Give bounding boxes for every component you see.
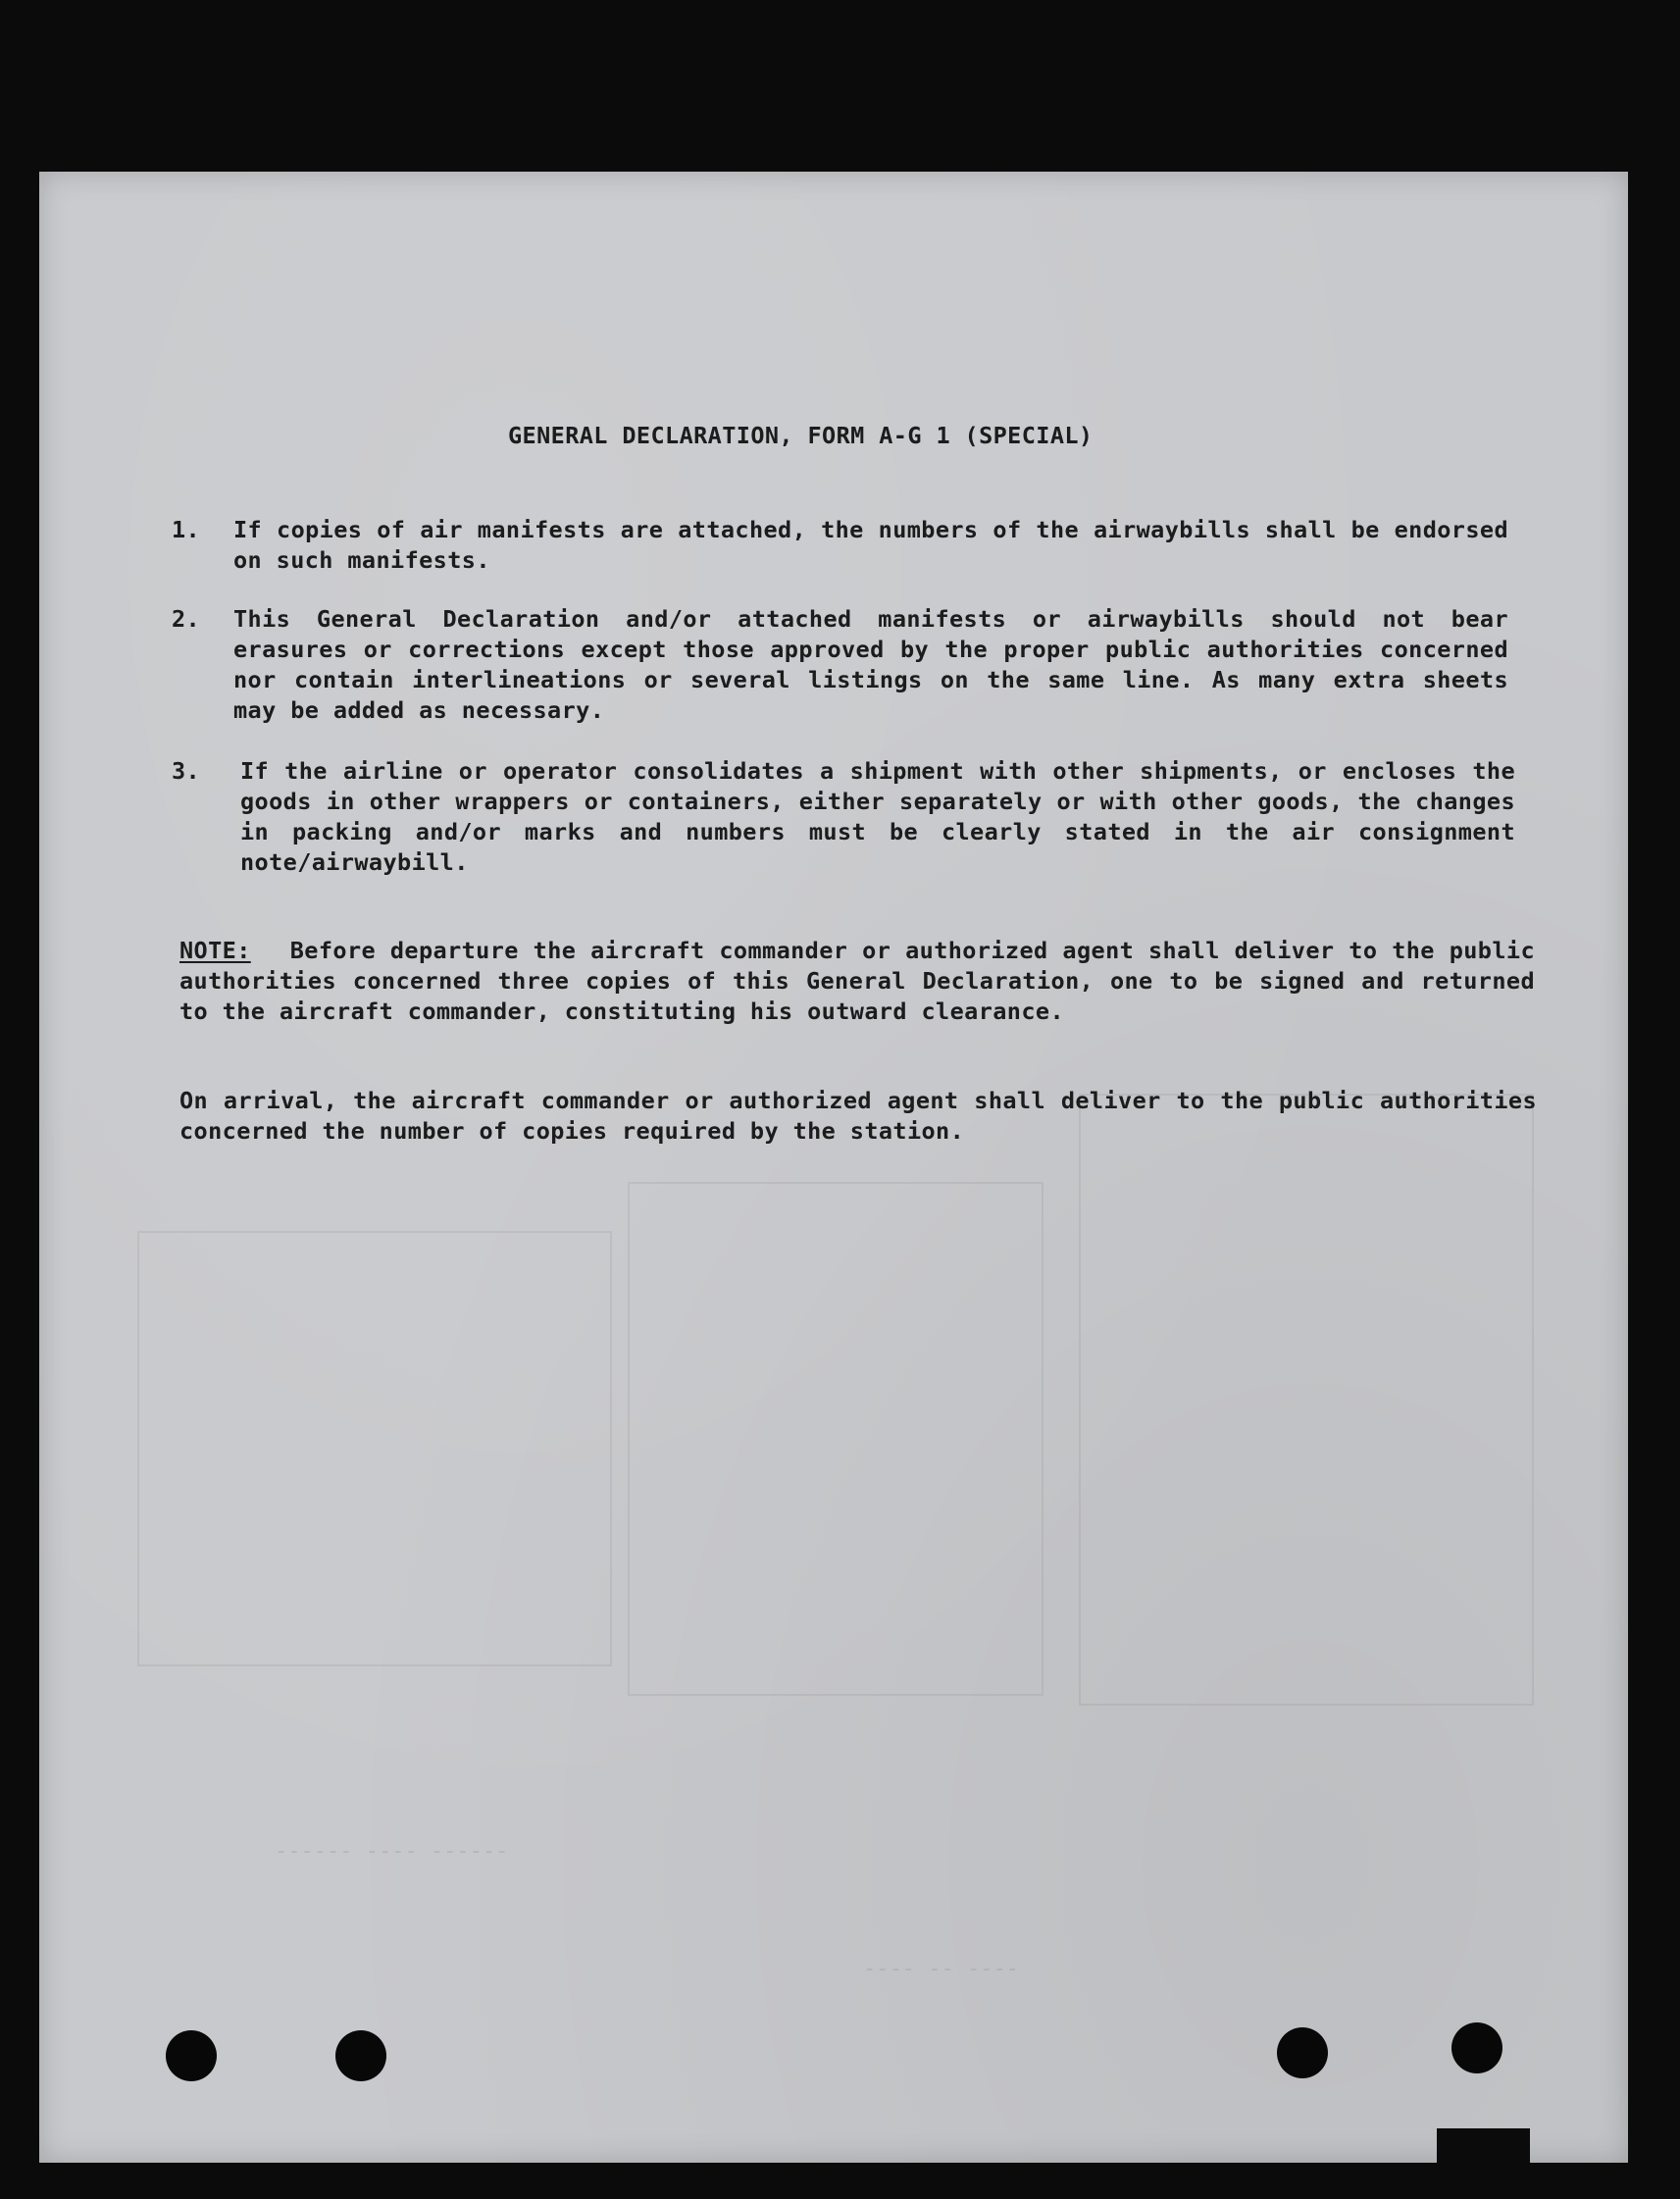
bleed-through-box	[1079, 1094, 1534, 1706]
bleed-through-text: ------ ---- ------	[275, 1839, 509, 1864]
punch-hole	[1277, 2027, 1328, 2078]
binder-clip	[1437, 2128, 1530, 2163]
note-text: Before departure the aircraft commander or authorized agent shall deliver to the public authorities concerned three copies of this General Declaration, one to be signed and returned to the aircraft commander, constituting his outward clearance.	[179, 937, 1535, 1025]
note-label: NOTE:	[179, 937, 251, 964]
punch-hole	[166, 2030, 217, 2081]
item-number: 2.	[172, 605, 201, 633]
item-number: 3.	[172, 757, 201, 785]
paper-sheet	[39, 172, 1628, 2163]
bleed-through-text: ---- -- ----	[863, 1957, 1019, 1981]
item-number: 1.	[172, 516, 201, 543]
punch-hole	[1451, 2022, 1502, 2073]
bleed-through-box	[628, 1182, 1044, 1696]
item-text: If copies of air manifests are attached, the numbers of the airwaybills shall be endorsed on such manifests.	[233, 516, 1508, 574]
arrival-paragraph: On arrival, the aircraft commander or authorized agent shall deliver to the public authorities concerned the number of copies required by the station.	[179, 1087, 1537, 1145]
document-title: GENERAL DECLARATION, FORM A-G 1 (SPECIAL)	[508, 422, 1094, 449]
item-text: If the airline or operator consolidates a shipment with other shipments, or encloses the goods in other wrappers or containers, either separately or with other goods, the changes in packing and/or marks and numbers must be clearly stated in the air consignment note/airwaybill.	[240, 757, 1515, 876]
bleed-through-box	[137, 1231, 612, 1666]
note-paragraph	[179, 936, 1535, 1027]
item-text: This General Declaration and/or attached manifests or airwaybills should not bear erasures or corrections except those approved by the proper public authorities concerned nor contain interlineations or several listings on the same line. As many extra sheets may be added as necessary.	[233, 605, 1508, 724]
punch-hole	[335, 2030, 386, 2081]
